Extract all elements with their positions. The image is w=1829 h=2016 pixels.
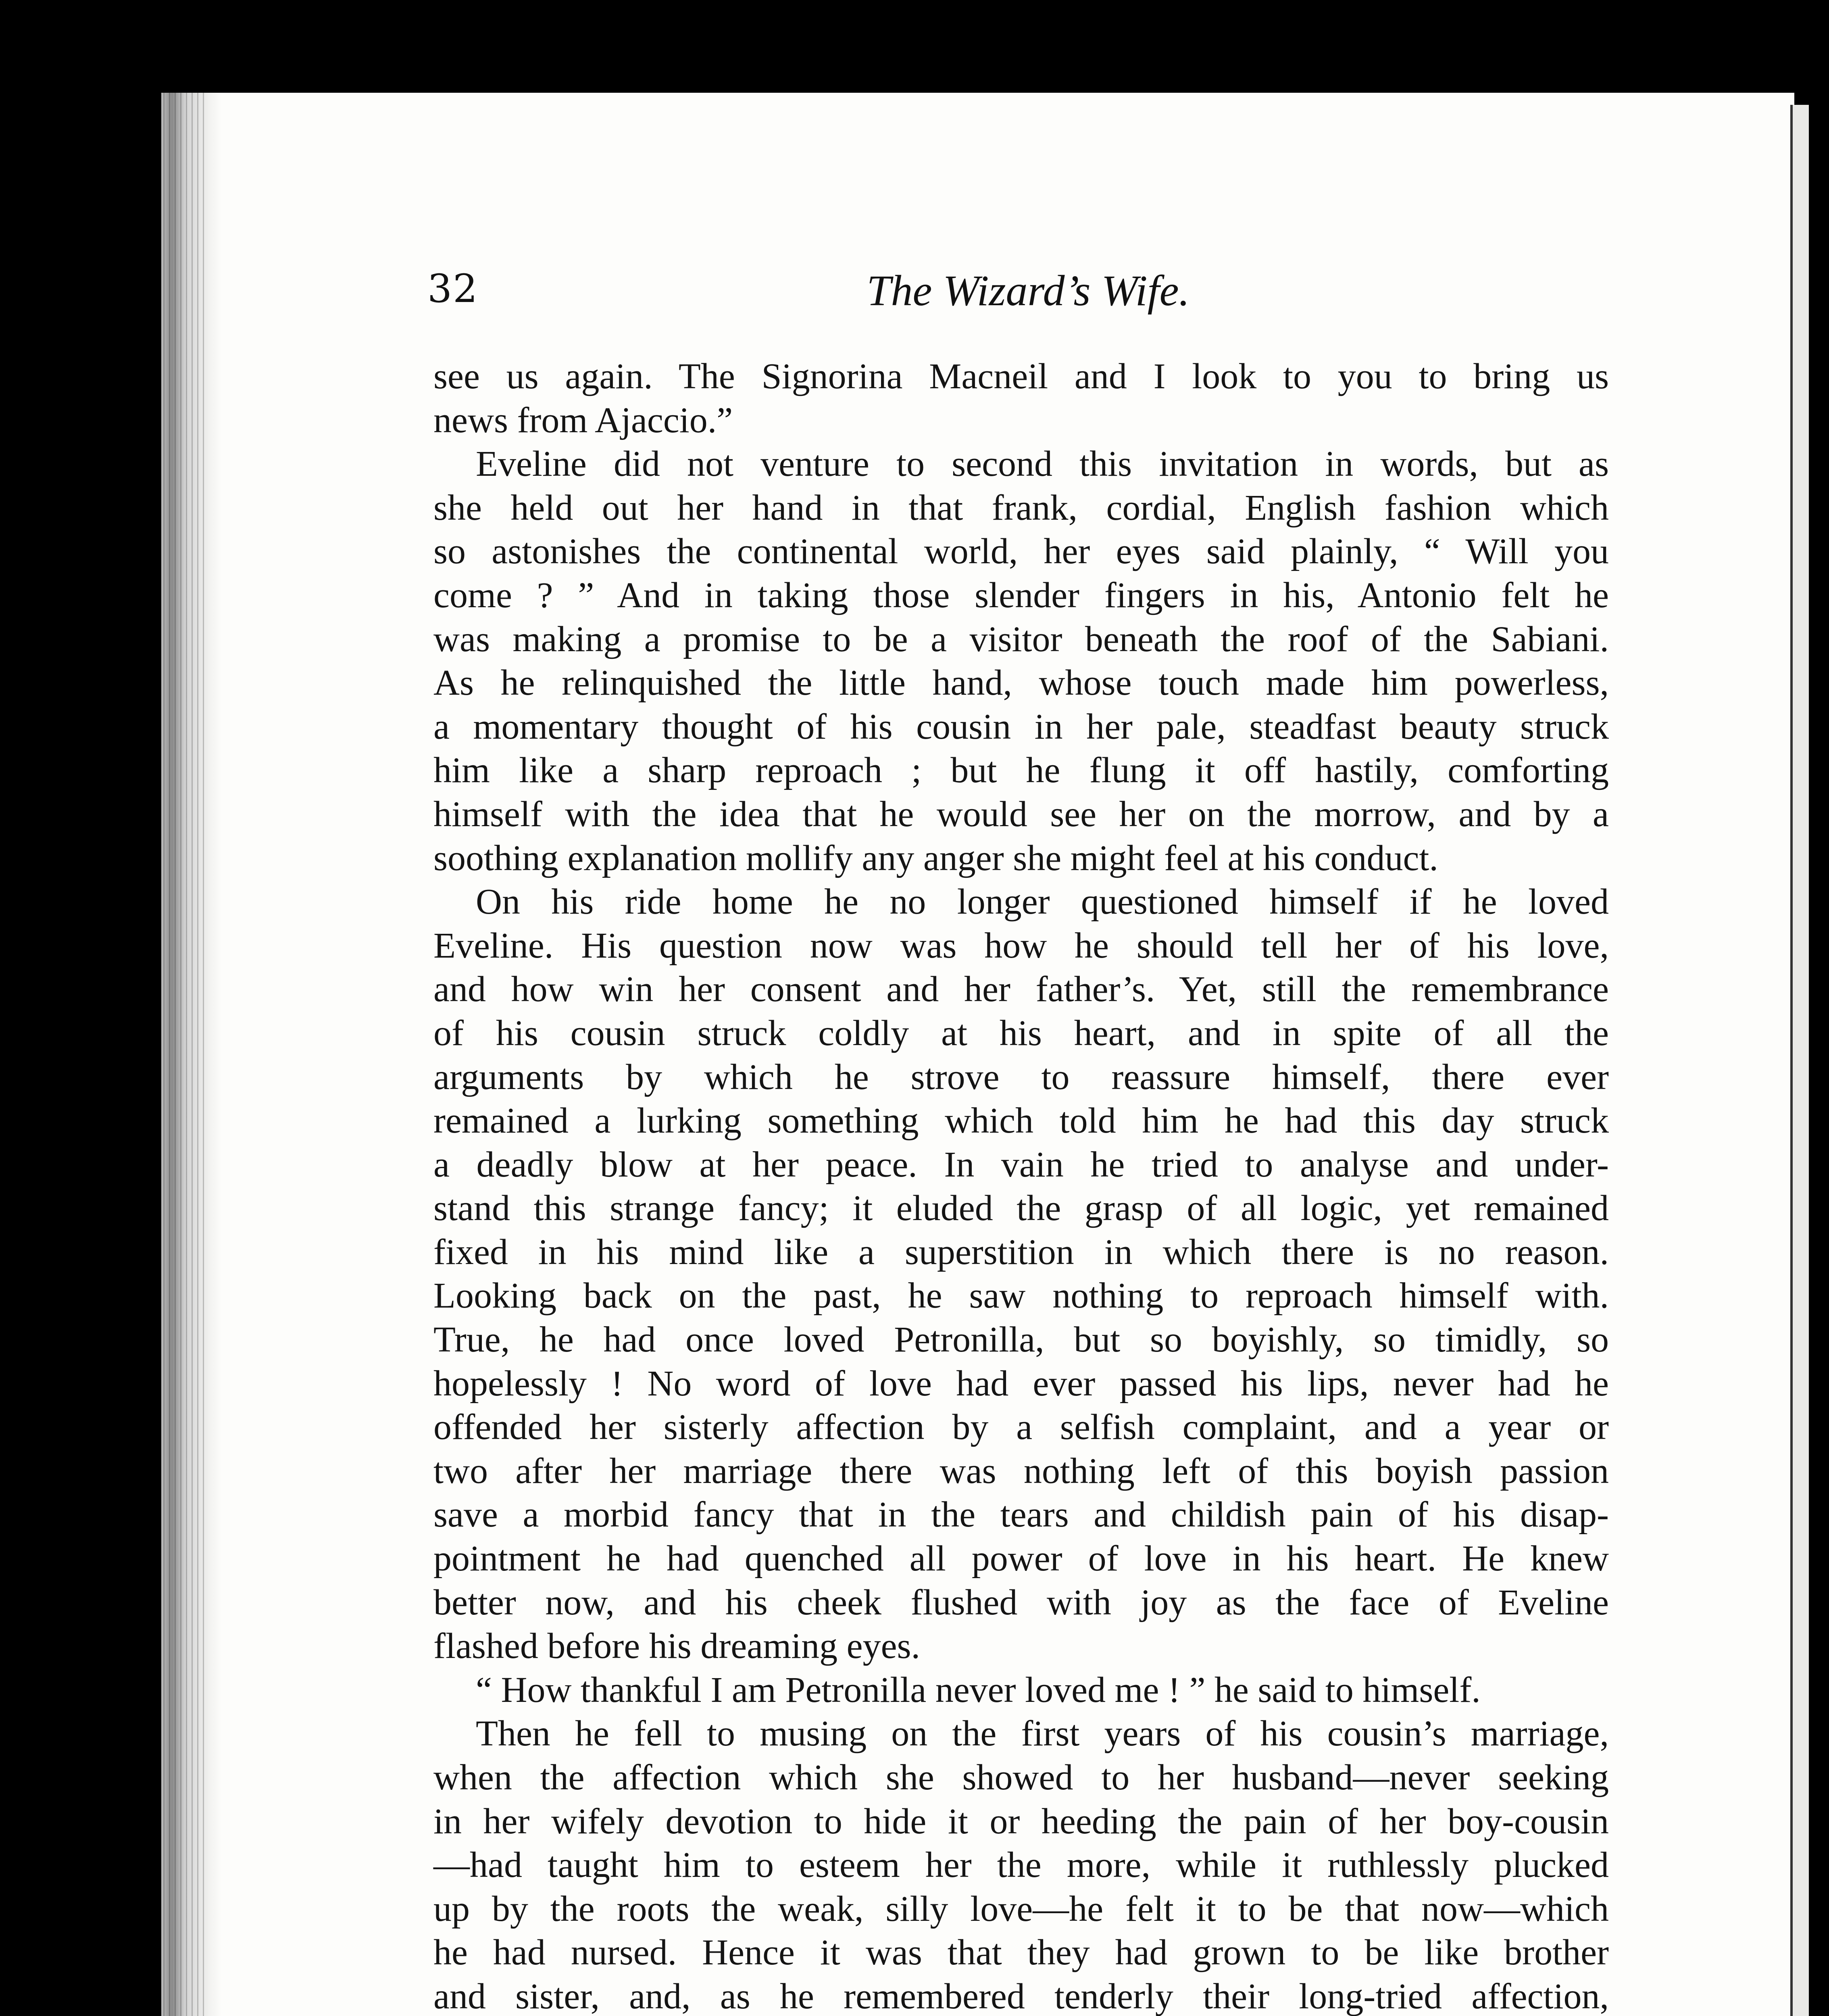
next-page-edge <box>1790 105 1809 2016</box>
binding-shadow <box>163 93 208 2016</box>
text-line: up by the roots the weak, silly love—he felt it to be that now—which <box>433 1889 1609 1929</box>
text-line: and how win her consent and her father’s. Yet, still the remembrance <box>433 969 1609 1010</box>
text-line: himself with the idea that he would see her on the morrow, and by a <box>433 794 1609 834</box>
text-line: flashed before his dreaming eyes. <box>433 1626 921 1666</box>
text-line: news from Ajaccio.” <box>433 400 733 440</box>
text-line: a momentary thought of his cousin in her pale, steadfast beauty struck <box>433 706 1609 747</box>
running-title: The Wizard’s Wife. <box>867 267 1190 315</box>
body-text <box>433 355 1609 2016</box>
text-line: of his cousin struck coldly at his heart, and in spite of all the <box>433 1013 1609 1053</box>
text-line: she held out her hand in that frank, cordial, English fashion which <box>433 487 1609 528</box>
text-line: soothing explanation mollify any anger she might feel at his conduct. <box>433 838 1438 878</box>
text-line: come ? ” And in taking those slender fingers in his, Antonio felt he <box>433 575 1609 615</box>
text-line: pointment he had quenched all power of love in his heart. He knew <box>433 1539 1609 1579</box>
text-line: fixed in his mind like a superstition in which there is no reason. <box>433 1232 1609 1272</box>
text-line: True, he had once loved Petronilla, but so boyishly, so timidly, so <box>433 1320 1609 1360</box>
text-line: remained a lurking something which told him he had this day struck <box>433 1101 1609 1141</box>
text-line: two after her marriage there was nothing left of this boyish passion <box>433 1451 1609 1491</box>
text-line: Looking back on the past, he saw nothing to reproach himself with. <box>433 1276 1609 1316</box>
text-line: Eveline. His question now was how he should tell her of his love, <box>433 925 1609 966</box>
text-line: —had taught him to esteem her the more, while it ruthlessly plucked <box>433 1845 1609 1885</box>
text-line: when the affection which she showed to her husband—never seeking <box>433 1758 1609 1797</box>
text-line: On his ride home he no longer questioned himself if he loved <box>476 882 1609 922</box>
text-line: see us again. The Signorina Macneil and I look to you to bring us <box>433 356 1609 396</box>
text-line: “ How thankful I am Petronilla never loved me ! ” he said to himself. <box>476 1670 1481 1710</box>
page-number: 32 <box>427 266 479 311</box>
text-line: and sister, and, as he remembered tenderly their long-tried affection, <box>433 1976 1609 2016</box>
text-line: save a morbid fancy that in the tears and childish pain of his disap- <box>433 1495 1609 1535</box>
text-line: in her wifely devotion to hide it or heeding the pain of her boy-cousin <box>433 1801 1609 1841</box>
text-line: As he relinquished the little hand, whose touch made him powerless, <box>433 663 1609 703</box>
text-line: stand this strange fancy; it eluded the grasp of all logic, yet remained <box>433 1188 1609 1229</box>
text-line: was making a promise to be a visitor beneath the roof of the Sabiani. <box>433 619 1609 659</box>
text-line: hopelessly ! No word of love had ever passed his lips, never had he <box>433 1363 1609 1404</box>
text-line: Then he fell to musing on the first years of his cousin’s marriage, <box>476 1714 1609 1754</box>
text-line: he had nursed. Hence it was that they had grown to be like brother <box>433 1933 1609 1973</box>
text-line: Eveline did not venture to second this invitation in words, but as <box>476 444 1609 484</box>
text-line: so astonishes the continental world, her eyes said plainly, “ Will you <box>433 531 1609 572</box>
text-line: offended her sisterly affection by a selfish complaint, and a year or <box>433 1407 1609 1447</box>
text-line: better now, and his cheek flushed with joy as the face of Eveline <box>433 1582 1609 1622</box>
text-line: a deadly blow at her peace. In vain he tried to analyse and under- <box>433 1144 1609 1185</box>
text-line: arguments by which he strove to reassure himself, there ever <box>433 1057 1609 1097</box>
text-line: him like a sharp reproach ; but he flung it off hastily, comforting <box>433 750 1609 791</box>
